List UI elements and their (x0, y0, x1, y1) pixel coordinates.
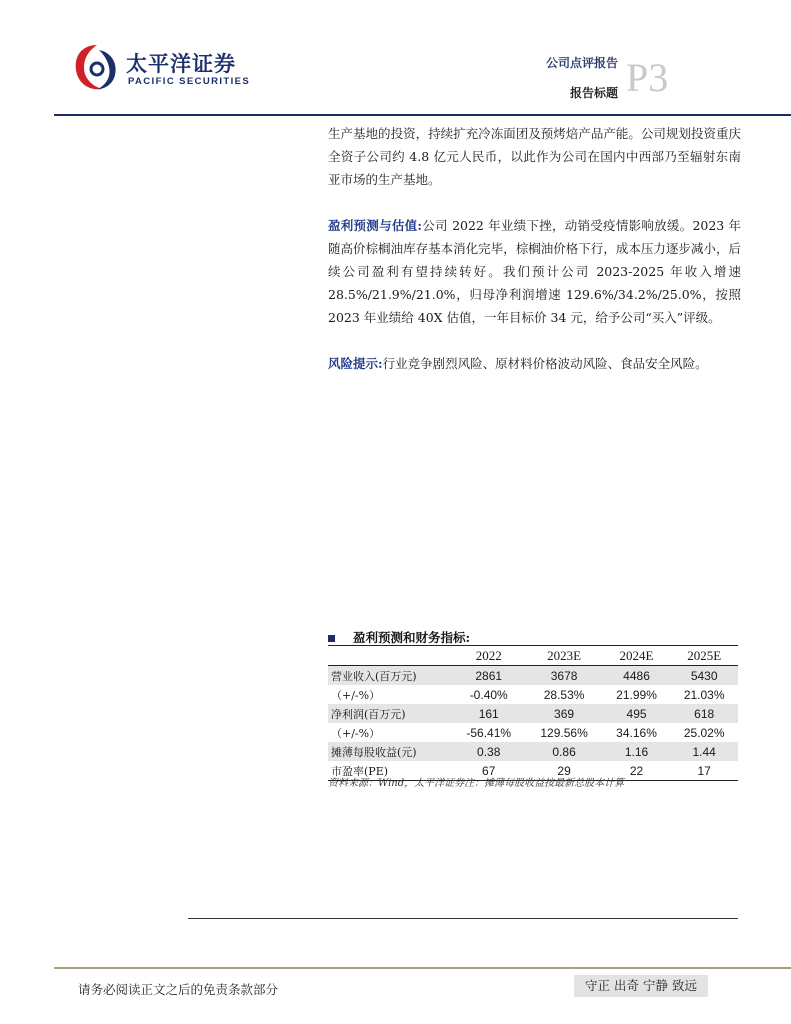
table-header-cell (328, 646, 452, 666)
table-cell: 1.44 (670, 742, 738, 761)
table-title: 盈利预测和财务指标: (328, 628, 738, 646)
table-source-note: 资料来源：Wind，太平洋证券注：摊薄每股收益按最新总股本计算 (328, 778, 625, 789)
financial-table (328, 646, 738, 781)
table-cell: 369 (525, 704, 602, 723)
table-row (328, 723, 738, 742)
table-header-cell: 2023E (525, 646, 602, 666)
company-slogan: 守正 出奇 宁静 致远 (574, 975, 708, 997)
table-header-cell: 2025E (670, 646, 738, 666)
table-cell: 129.56% (540, 725, 588, 740)
row-label: 营业收入(百万元) (328, 666, 452, 686)
logo-emblem-icon (74, 42, 120, 92)
row-label: 净利润(百万元) (328, 704, 452, 723)
table-cell: -56.41% (466, 725, 512, 740)
footer-divider (188, 918, 738, 919)
report-type: 公司点评报告 (545, 56, 618, 70)
company-logo (74, 42, 251, 92)
table-row (328, 704, 738, 723)
report-title: 报告标题 (569, 86, 618, 100)
footer-rule (54, 967, 791, 969)
table-cell: 495 (603, 704, 671, 723)
table-cell: 17 (670, 761, 738, 781)
table-cell: 34.16% (616, 725, 657, 740)
header-rule (54, 114, 791, 116)
table-cell: 2861 (452, 666, 525, 686)
table-cell: 22 (603, 761, 671, 781)
table-cell: 161 (452, 704, 525, 723)
paragraph-forecast (328, 214, 741, 329)
table-cell: 0.38 (452, 742, 525, 761)
paragraph-risk (328, 352, 741, 375)
logo-english-name: PACIFIC SECURITIES (128, 76, 251, 87)
table-cell: 21.99% (616, 687, 657, 702)
table-header-row (328, 646, 738, 666)
table-cell: 618 (670, 704, 738, 723)
row-label: 市盈率(PE) (328, 761, 452, 781)
table-cell: 0.86 (525, 742, 602, 761)
forecast-label: 盈利预测与估值: (328, 218, 423, 233)
page-number: P3 (626, 55, 669, 100)
row-label: （+/-%） (331, 688, 381, 702)
square-bullet-icon (328, 635, 335, 642)
forecast-text: 公司 2022 年业绩下挫，动销受疫情影响放缓。2023 年随高价棕榈油库存基本消化完毕，棕榈油价格下行，成本压力逐步减小，后续公司盈利有望持续转好。我们预计公司 2023-2025 年收入增速 28.5%/21.9%/21.0%，归母净利润增速 129.6%/34.2%/25.0%，按照 2023 年业绩给 40X 估值，一年目标价 34 元，给予公司“买入”评级。 (328, 218, 741, 325)
table-cell: 5430 (670, 666, 738, 686)
risk-text: 行业竞争剧烈风险、原材料价格波动风险、食品安全风险。 (382, 356, 708, 371)
table-cell: 25.02% (683, 725, 725, 740)
paragraph-capacity: 生产基地的投资，持续扩充冷冻面团及预烤焙产品产能。公司规划投资重庆全资子公司约 4.8 亿元人民币，以此作为公司在国内中西部乃至辐射东南亚市场的生产基地。 (328, 126, 741, 187)
table-cell: -0.40% (469, 687, 508, 702)
table-row (328, 742, 738, 761)
table-row (328, 685, 738, 704)
table-cell: 4486 (603, 666, 671, 686)
table-header-cell: 2022 (452, 646, 525, 666)
report-body (328, 122, 741, 375)
table-row (328, 666, 738, 686)
table-cell: 28.53% (543, 687, 585, 702)
risk-label: 风险提示: (328, 356, 383, 371)
row-label: （+/-%） (331, 726, 381, 740)
logo-chinese-name: 太平洋证券 (126, 52, 236, 76)
row-label: 摊薄每股收益(元) (328, 742, 452, 761)
table-cell: 3678 (525, 666, 602, 686)
table-header-cell: 2024E (603, 646, 671, 666)
table-cell: 67 (452, 761, 525, 781)
disclaimer-text: 请务必阅读正文之后的免责条款部分 (78, 982, 279, 997)
table-cell: 21.03% (683, 687, 725, 702)
table-cell: 29 (525, 761, 602, 781)
table-cell: 1.16 (603, 742, 671, 761)
